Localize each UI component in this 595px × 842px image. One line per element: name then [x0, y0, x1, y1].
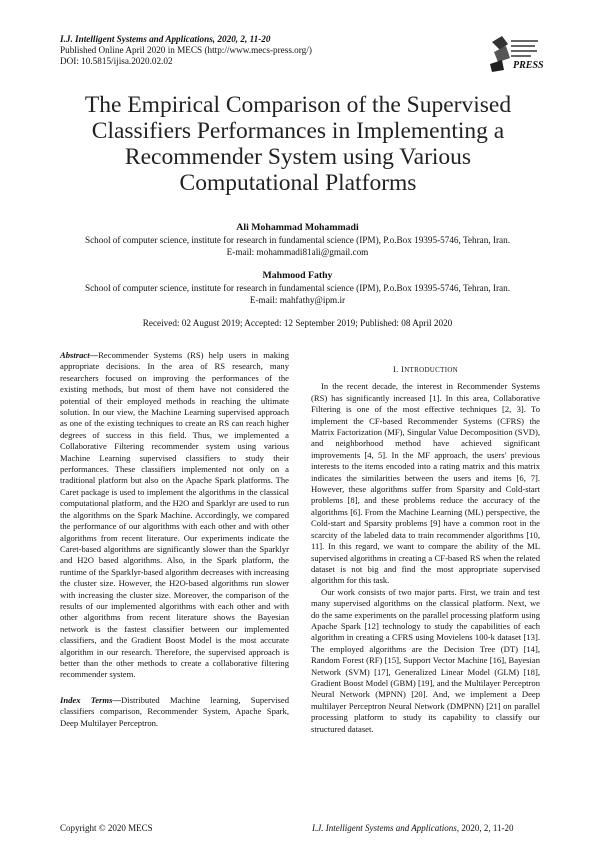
journal-citation: [60, 34, 540, 45]
right-column: [311, 350, 540, 735]
paper-title: The Empirical Comparison of the Supervised Classifiers Performances in Implementing a Recommender System using Various Computational Platforms: [84, 92, 512, 196]
abstract: Abstract—Recommender Systems (RS) help users in making appropriate decisions. In the area of RS research, many researchers focused on improving the performances of the existing methods, but most of them have not considered the potential of their employed methods in reaching the ultimate solution. In our view, the Machine Learning supervised approach as one of the existing techniques to create an RS can reach higher degrees of success in this field. Thus, we implemented a Collaborative Filtering recommender system using various Machine Learning supervised classifiers to study their performances. These classifiers implemented not only on a traditional platform but also on the Apache Spark platforms. The Caret package is used to implement the algorithms in the classical computational platform, and the H2O and Sparklyr are used to run the algorithms on the Spark Machine. Accordingly, we compared the performance of our algorithms with each other and with other algorithms from recent literature. Our experiments indicate the Caret-based algorithms are significantly slower than the Sparklyr and H2O based algorithms. Also, in the Spark platform, the runtime of the Sparklyr-based algorithm decreases with increasing the cluster size. However, the H2O-based algorithms run slower with increasing the cluster size. Moreover, the comparison of the results of our implemented algorithms with each other and with other algorithms from recent literature shows the Bayesian network is the fastest classifier between our implemented classifiers, and the Gradient Boost Model is the most accurate algorithm in our research. Therefore, the supervised approach is better than the other methods to create a collaborative filtering recommender system.: [60, 350, 289, 680]
index-terms-label: Index Terms: [60, 694, 113, 705]
section-heading-introduction: I. INTRODUCTION: [392, 364, 459, 374]
published-line: Published Online April 2020 in MECS (http://www.mecs-press.org/): [60, 45, 312, 55]
received-dates: Received: 02 August 2019; Accepted: 12 September 2019; Published: 08 April 2020: [142, 318, 453, 328]
journal-header: [60, 34, 540, 67]
abstract-text: Recommender Systems (RS) help users in making appropriate decisions. In the area of RS research, many researchers focused on improving the performances of the existing methods, but most of them have not considered the potential of their employed methods in reaching the ultimate solution. In our view, the Machine Learning supervised approach as one of the existing techniques to create an RS can reach higher degrees of success in this field. Thus, we implemented a Collaborative Filtering recommender system using various Machine Learning supervised classifiers to study their performances. These classifiers implemented not only on a traditional platform but also on the Apache Spark platforms. The Caret package is used to implement the algorithms in the classical computational platform, and the H2O and Sparklyr are used to run the algorithms on the Spark Machine. Accordingly, we compared the performance of our algorithms with each other and with other algorithms from recent literature. Our experiments indicate the Caret-based algorithms are significantly slower than the Sparklyr and H2O based algorithms. Also, in the Spark platform, the runtime of the Sparklyr-based algorithm decreases with increasing the cluster size. However, the H2O-based algorithms run slower with increasing the cluster size. Moreover, the comparison of the results of our implemented algorithms with each other and with other algorithms from recent literature shows the Bayesian network is the fastest classifier between our implemented classifiers, and the Gradient Boost Model is the most accurate algorithm in our research. Therefore, the supervised approach is better than the other methods to create a collaborative filtering recommender system.: [60, 350, 289, 680]
author-affiliation: School of computer science, institute for research in fundamental science (IPM), P.o.Box 19395-5746, Tehran, Iran.: [84, 283, 510, 293]
author-email: E-mail: mahfathy@ipm.ir: [249, 295, 346, 305]
author-name: Ali Mohammad Mohammadi: [236, 222, 359, 233]
author-1: [40, 222, 555, 258]
footer-copyright: Copyright © 2020 MECS: [60, 823, 153, 833]
author-name: Mahmood Fathy: [262, 270, 333, 281]
doi-line: DOI: 10.5815/ijisa.2020.02.02: [60, 56, 173, 66]
author-email: E-mail: mohammadi81ali@gmail.com: [226, 247, 369, 257]
index-terms-text: Distributed Machine learning, Supervised classifiers comparison, Recommender System, Apache Spark, Deep Multilayer Perceptron.: [60, 694, 289, 728]
footer-citation: I.J. Intelligent Systems and Applications, 2020, 2, 11-20: [312, 823, 514, 833]
intro-paragraph-1: In the recent decade, the interest in Recommender Systems (RS) has significantly increased [1]. In this area, Collaborative Filtering is one of the most effective techniques [2, 3]. To implement the CF-based Recommender Systems (CFRS) the Matrix Factorization (MF), Singular Value Decomposition (SVD), and neighborhood method have achieved significant improvements [4, 5]. In the MF approach, the users' previous interests to the items encoded into a rating matrix and this matrix indicates the similarities between the users and items [6, 7]. However, these algorithms suffer from Sparsity and Cold-start problems [8], and these problems reduce the accuracy of the algorithms [6]. From the Machine Learning (ML) perspective, the Cold-start and Sparsity problems [9] have a common root in the scarcity of the labeled data to train recommender algorithms [10, 11]. In this regard, we want to compare the ability of the ML supervised algorithms in creating a CF-based RS when the related dataset is not big and find the most appropriate supervised algorithm for this task.: [311, 381, 540, 586]
journal-issue: 2020, 2, 11-20: [215, 34, 271, 44]
svg-text:PRESS: PRESS: [513, 60, 544, 71]
left-column: [60, 350, 289, 729]
author-2: [40, 270, 555, 306]
author-affiliation: School of computer science, institute for research in fundamental science (IPM), P.o.Box 19395-5746, Tehran, Iran.: [84, 235, 510, 245]
mecs-logo: [488, 34, 544, 74]
journal-name: I.J. Intelligent Systems and Applications,: [60, 34, 216, 44]
index-terms: Index Terms—Distributed Machine learning, Supervised classifiers comparison, Recommender System, Apache Spark, Deep Multilayer Perceptron.: [60, 694, 289, 728]
intro-paragraph-2: Our work consists of two major parts. First, we train and test many supervised algorithms on the classical platform. Next, we do the same experiments on the parallel processing platform using Apache Spark [12] technology to study the capabilities of each algorithm in creating a CFRS using Movielens 100-k dataset [13]. The employed algorithms are the Decision Tree (DT) [14], Random Forest (RF) [15], Support Vector Machine [16], Bayesian Network (SVM) [17], Generalized Linear Model (GLM) [18], Gradient Boost Model (GBM) [19], and the Multilayer Perceptron Neural Network (MPNN) [20]. And, we implement a Deep multilayer Perceptron Neural Network (DMPNN) [21] on parallel processing platform to study its capability to classify our structured dataset.: [311, 586, 540, 734]
abstract-label: Abstract: [60, 350, 90, 360]
